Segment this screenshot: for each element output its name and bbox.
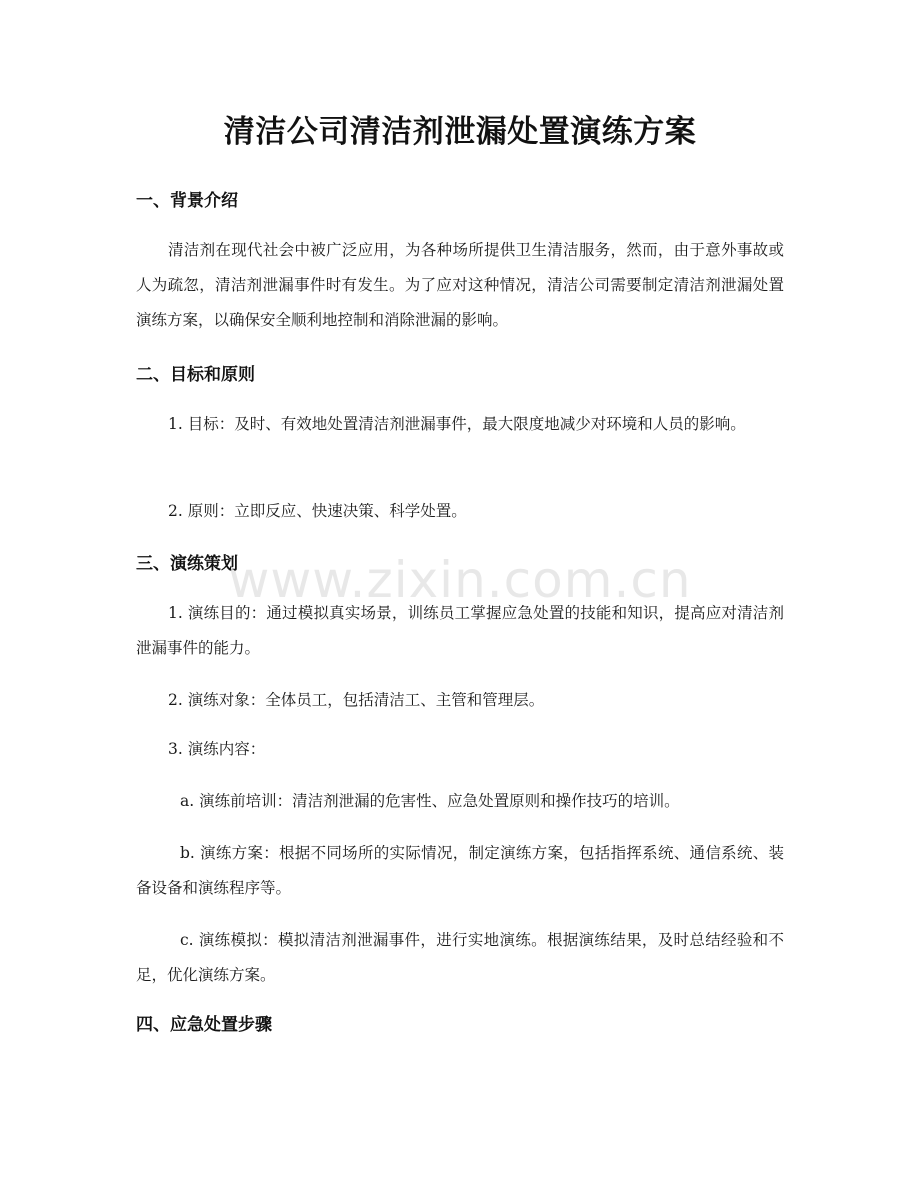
paragraph-goal: 1. 目标：及时、有效地处置清洁剂泄漏事件，最大限度地减少对环境和人员的影响。 xyxy=(168,415,746,433)
paragraph-drill-content: 3. 演练内容： xyxy=(168,740,266,758)
section-heading-emergency-steps: 四、应急处置步骤 xyxy=(136,1015,272,1035)
paragraph-background: 清洁剂在现代社会中被广泛应用，为各种场所提供卫生清洁服务，然而，由于意外事故或人为疏忽，清洁剂泄漏事件时有发生。为了应对这种情况，清洁公司需要制定清洁剂泄漏处置演练方案，以确保安全顺利地控制和消除泄漏的影响。 xyxy=(136,241,784,329)
paragraph-principle: 2. 原则：立即反应、快速决策、科学处置。 xyxy=(168,502,467,520)
paragraph-drill-content-b: b. 演练方案：根据不同场所的实际情况，制定演练方案，包括指挥系统、通信系统、装备设备和演练程序等。 xyxy=(136,844,784,897)
paragraph-drill-targets: 2. 演练对象：全体员工，包括清洁工、主管和管理层。 xyxy=(168,691,545,709)
section-heading-goals-principles: 二、目标和原则 xyxy=(136,365,255,385)
paragraph-drill-content-c: c. 演练模拟：模拟清洁剂泄漏事件，进行实地演练。根据演练结果，及时总结经验和不足，优化演练方案。 xyxy=(136,931,784,984)
paragraph-drill-content-a: a. 演练前培训：清洁剂泄漏的危害性、应急处置原则和操作技巧的培训。 xyxy=(180,792,680,810)
paragraph-drill-purpose: 1. 演练目的：通过模拟真实场景，训练员工掌握应急处置的技能和知识，提高应对清洁剂泄漏事件的能力。 xyxy=(136,604,784,657)
document-title: 清洁公司清洁剂泄漏处置演练方案 xyxy=(223,114,697,150)
watermark-text: www.zixin.com.cn xyxy=(228,551,692,609)
section-heading-background: 一、背景介绍 xyxy=(136,191,238,211)
section-heading-drill-planning: 三、演练策划 xyxy=(136,554,238,574)
